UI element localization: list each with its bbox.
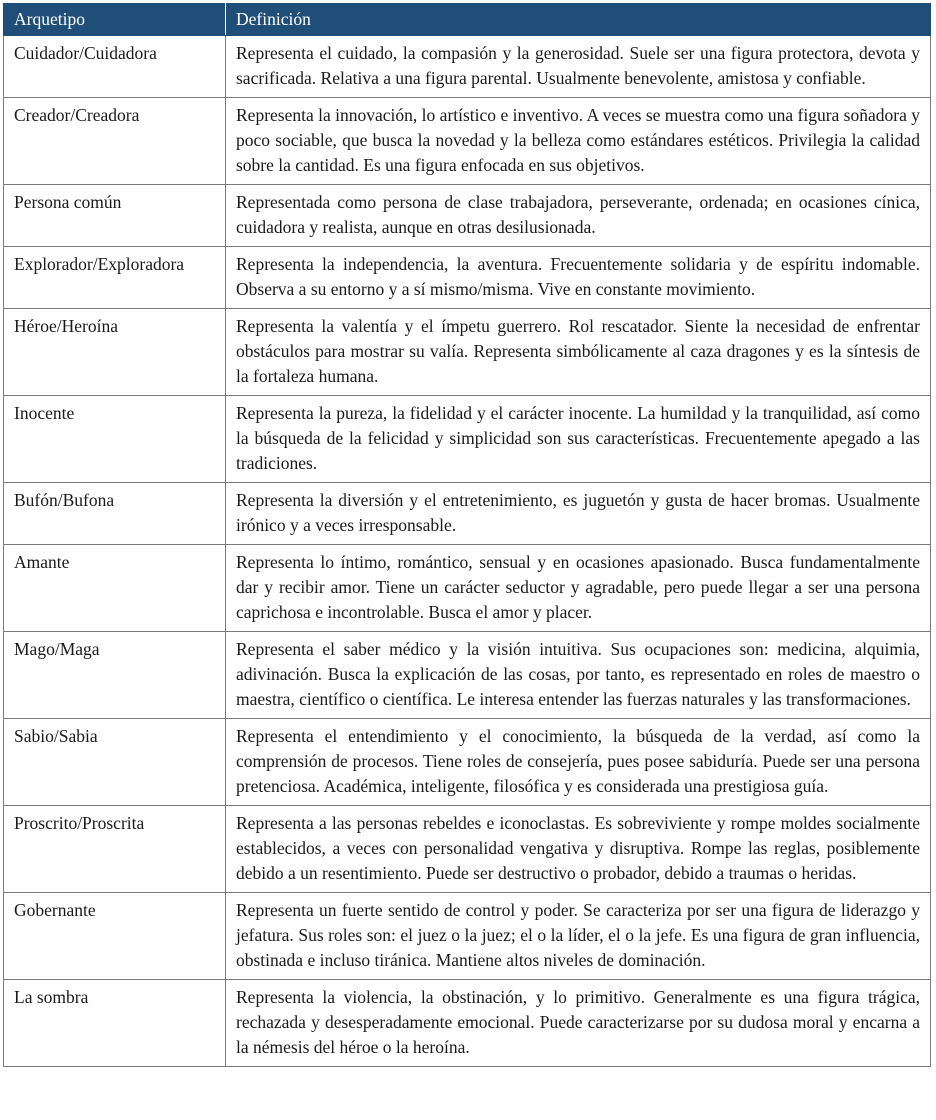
archetype-definition: Representa un fuerte sentido de control y poder. Se caracteriza por ser una figura de liderazgo y jefatura. Sus roles son: el juez o la juez; el o la líder, el o la jefe. Es una figura de gran influencia, obstinada e incluso tiránica. Mantiene altos niveles de dominación.	[226, 893, 931, 980]
header-row	[4, 4, 931, 36]
table-row	[4, 247, 931, 309]
table-body	[4, 36, 931, 1067]
table-row	[4, 806, 931, 893]
archetype-definition: Representa el cuidado, la compasión y la generosidad. Suele ser una figura protectora, devota y sacrificada. Relativa a una figura parental. Usualmente benevolente, amistosa y confiable.	[226, 36, 931, 98]
archetype-definition: Representa a las personas rebeldes e iconoclastas. Es sobreviviente y rompe moldes socialmente establecidos, a veces con personalidad vengativa y disruptiva. Rompe las reglas, posiblemente debido a un resentimiento. Puede ser destructivo o probador, debido a traumas o heridas.	[226, 806, 931, 893]
archetype-name: Gobernante	[4, 893, 226, 980]
archetype-name: Amante	[4, 545, 226, 632]
archetype-definition: Representada como persona de clase trabajadora, perseverante, ordenada; en ocasiones cínica, cuidadora y realista, aunque en otras desilusionada.	[226, 185, 931, 247]
archetype-definition: Representa lo íntimo, romántico, sensual y en ocasiones apasionado. Busca fundamentalmente dar y recibir amor. Tiene un carácter seductor y agradable, pero puede llegar a ser una persona caprichosa e incontrolable. Busca el amor y placer.	[226, 545, 931, 632]
table-row	[4, 719, 931, 806]
archetype-name: Bufón/Bufona	[4, 483, 226, 545]
archetype-name: La sombra	[4, 980, 226, 1067]
header-definition: Definición	[226, 4, 931, 36]
archetype-definition: Representa la innovación, lo artístico e inventivo. A veces se muestra como una figura soñadora y poco sociable, que busca la novedad y la belleza como estándares estéticos. Privilegia la calidad sobre la cantidad. Es una figura enfocada en sus objetivos.	[226, 98, 931, 185]
table-row	[4, 893, 931, 980]
table-row	[4, 98, 931, 185]
table-row	[4, 36, 931, 98]
archetype-definition: Representa la independencia, la aventura. Frecuentemente solidaria y de espíritu indomable. Observa a su entorno y a sí mismo/misma. Vive en constante movimiento.	[226, 247, 931, 309]
table-row	[4, 632, 931, 719]
archetype-name: Cuidador/Cuidadora	[4, 36, 226, 98]
archetype-definition: Representa la pureza, la fidelidad y el carácter inocente. La humildad y la tranquilidad, así como la búsqueda de la felicidad y simplicidad son sus características. Frecuentemente apegado a las tradiciones.	[226, 396, 931, 483]
archetype-definition: Representa la diversión y el entretenimiento, es juguetón y gusta de hacer bromas. Usualmente irónico y a veces irresponsable.	[226, 483, 931, 545]
table-row	[4, 185, 931, 247]
archetype-table	[3, 3, 931, 1067]
archetype-name: Sabio/Sabia	[4, 719, 226, 806]
archetype-definition: Representa la violencia, la obstinación, y lo primitivo. Generalmente es una figura trágica, rechazada y desesperadamente emocional. Puede caracterizarse por su dudosa moral y encarna a la némesis del héroe o la heroína.	[226, 980, 931, 1067]
archetype-definition: Representa el saber médico y la visión intuitiva. Sus ocupaciones son: medicina, alquimia, adivinación. Busca la explicación de las cosas, por tanto, es representado en roles de maestro o maestra, científico o científica. Le interesa entender las fuerzas naturales y las transformaciones.	[226, 632, 931, 719]
table-row	[4, 396, 931, 483]
archetype-name: Mago/Maga	[4, 632, 226, 719]
table-row	[4, 309, 931, 396]
table-row	[4, 483, 931, 545]
header-archetype: Arquetipo	[4, 4, 226, 36]
archetype-name: Proscrito/Proscrita	[4, 806, 226, 893]
archetype-name: Explorador/Exploradora	[4, 247, 226, 309]
archetype-name: Creador/Creadora	[4, 98, 226, 185]
table-header	[4, 4, 931, 36]
archetype-definition: Representa la valentía y el ímpetu guerrero. Rol rescatador. Siente la necesidad de enfrentar obstáculos para mostrar su valía. Representa simbólicamente al caza dragones y es la síntesis de la fortaleza humana.	[226, 309, 931, 396]
table-row	[4, 545, 931, 632]
archetype-name: Héroe/Heroína	[4, 309, 226, 396]
archetype-name: Inocente	[4, 396, 226, 483]
archetype-definition: Representa el entendimiento y el conocimiento, la búsqueda de la verdad, así como la comprensión de procesos. Tiene roles de consejería, pues posee sabiduría. Puede ser una persona pretenciosa. Académica, inteligente, filosófica y es considerada una prestigiosa guía.	[226, 719, 931, 806]
archetype-name: Persona común	[4, 185, 226, 247]
table-row	[4, 980, 931, 1067]
